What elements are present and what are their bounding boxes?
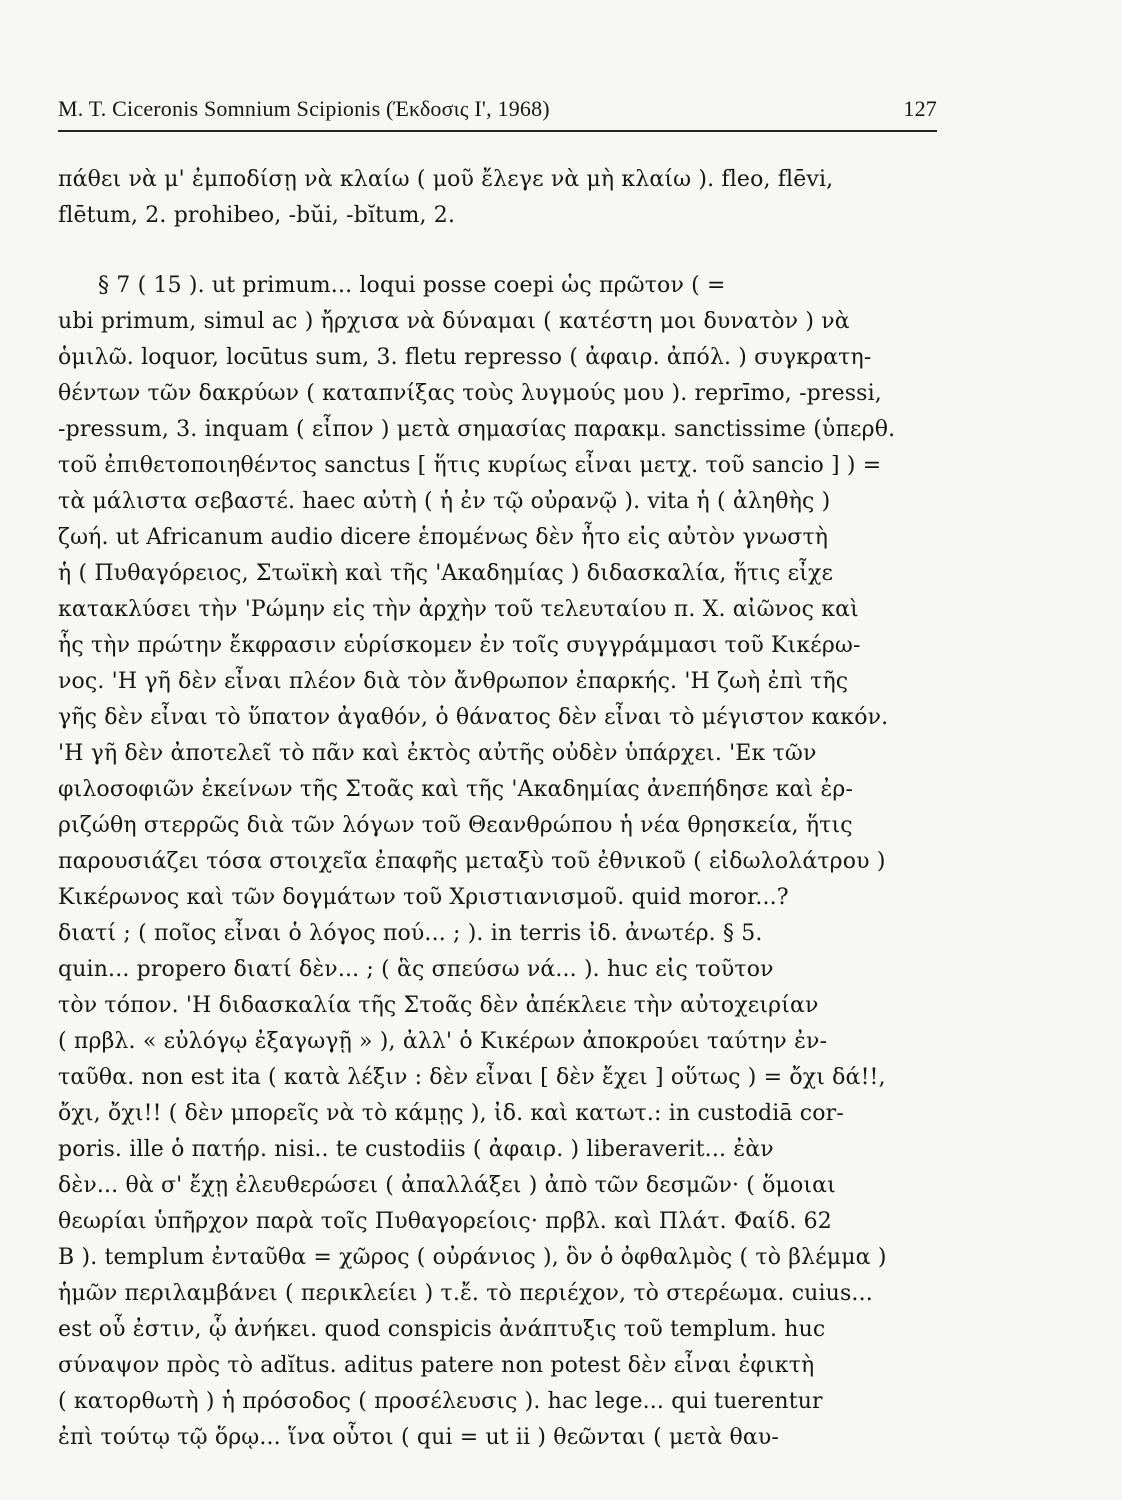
running-head [58,96,937,132]
text-line: 'Η γῆ δὲν ἀποτελεῖ τὸ πᾶν καὶ ἐκτὸς αὐτῆς οὐδὲν ὑπάρχει. 'Εκ τῶν [58,741,817,766]
text-line: ( πρβλ. « εὐλόγῳ ἐξαγωγῇ » ), ἀλλ' ὁ Κικέρων ἀποκρούει ταύτην ἐν- [58,1029,828,1054]
text-line: est οὗ ἐστιν, ᾧ ἀνήκει. quod conspicis ἀνάπτυξις τοῦ templum. huc [58,1317,826,1342]
text-line: τὸν τόπον. 'Η διδασκαλία τῆς Στοᾶς δὲν ἀπέκλειε τὴν αὐτοχειρίαν [58,993,819,1018]
section-heading-line: § 7 ( 15 ). ut primum... loqui posse coepi ὡς πρῶτον ( = [98,273,726,298]
text-line: ἐπὶ τούτῳ τῷ ὅρῳ... ἵνα οὗτοι ( qui = ut ii ) θεῶνται ( μετὰ θαυ- [58,1425,779,1450]
text-line: κατακλύσει τὴν 'Ρώμην εἰς τὴν ἀρχὴν τοῦ τελευταίου π. Χ. αἰῶνος καὶ [58,597,859,622]
text-line: διατί ; ( ποῖος εἶναι ὁ λόγος πού... ; ). in terris ἰδ. ἀνωτέρ. § 5. [58,921,763,946]
text-line: ταῦθα. non est ita ( κατὰ λέξιν : δὲν εἶναι [ δὲν ἔχει ] οὕτως ) = ὄχι δά!!, [58,1065,886,1090]
text-line: quin... propero διατί δὲν... ; ( ἃς σπεύσω νά... ). huc εἰς τοῦτον [58,957,774,982]
text-line: ριζώθη στερρῶς διὰ τῶν λόγων τοῦ Θεανθρώπου ἡ νέα θρησκεία, ἥτις [58,813,853,838]
text-line: poris. ille ὁ πατήρ. nisi.. te custodiis ( ἀφαιρ. ) liberaverit... ἐὰν [58,1137,774,1162]
text-line: ( κατορθωτὴ ) ἡ πρόσοδος ( προσέλευσις ). hac lege... qui tuerentur [58,1389,823,1414]
text-line: ubi primum, simul ac ) ἤρχισα νὰ δύναμαι ( κατέστη μοι δυνατὸν ) νὰ [58,309,850,334]
text-line: ἡμῶν περιλαμβάνει ( περικλείει ) τ.ἔ. τὸ περιέχον, τὸ στερέωμα. cuius... [58,1281,873,1306]
text-line: ζωή. ut Africanum audio dicere ἑπομένως δὲν ἦτο εἰς αὐτὸν γνωστὴ [58,525,829,550]
text-line: φιλοσοφιῶν ἐκείνων τῆς Στοᾶς καὶ τῆς 'Ακαδημίας ἀνεπήδησε καὶ ἐρ- [58,777,854,802]
text-line: τοῦ ἐπιθετοποιηθέντος sanctus [ ἥτις κυρίως εἶναι μετχ. τοῦ sancio ] ) = [58,453,882,478]
text-line: θεωρίαι ὑπῆρχον παρὰ τοῖς Πυθαγορείοις· πρβλ. καὶ Πλάτ. Φαίδ. 62 [58,1209,832,1234]
text-line: δὲν... θὰ σ' ἔχῃ ἐλευθερώσει ( ἀπαλλάξει ) ἀπὸ τῶν δεσμῶν· ( ὅμοιαι [58,1173,836,1198]
text-line: πάθει νὰ μ' ἐμποδίσῃ νὰ κλαίω ( μοῦ ἔλεγε νὰ μὴ κλαίω ). fleo, flēvi, [58,167,834,192]
text-line: flētum, 2. prohibeo, -bŭi, -bĭtum, 2. [58,203,456,228]
text-line: ἡ ( Πυθαγόρειος, Στωϊκὴ καὶ τῆς 'Ακαδημίας ) διδασκαλία, ἥτις εἶχε [58,561,834,586]
text-line: Β ). templum ἐνταῦθα = χῶρος ( οὐράνιος ), ὃν ὁ ὀφθαλμὸς ( τὸ βλέμμα ) [58,1245,887,1270]
text-line: νος. 'Η γῆ δὲν εἶναι πλέον διὰ τὸν ἄνθρωπον ἐπαρκής. 'Η ζωὴ ἐπὶ τῆς [58,669,849,694]
text-line: -pressum, 3. inquam ( εἶπον ) μετὰ σημασίας παρακμ. sanctissime (ὑπερθ. [58,417,896,442]
text-line: θέντων τῶν δακρύων ( καταπνίξας τοὺς λυγμούς μου ). reprīmo, -pressi, [58,381,882,406]
text-line: ὁμιλῶ. loquor, locūtus sum, 3. fletu represso ( ἀφαιρ. ἀπόλ. ) συγκρατη- [58,345,872,370]
text-line: γῆς δὲν εἶναι τὸ ὕπατον ἀγαθόν, ὁ θάνατος δὲν εἶναι τὸ μέγιστον κακόν. [58,705,889,730]
text-line: σύναψον πρὸς τὸ adĭtus. aditus patere non potest δὲν εἶναι ἐφικτὴ [58,1353,815,1378]
commentary-text [58,162,936,1456]
text-line: ὄχι, ὄχι!! ( δὲν μπορεῖς νὰ τὸ κάμῃς ), ἰδ. καὶ κατωτ.: in custodiā cor- [58,1101,844,1126]
text-line: ἧς τὴν πρώτην ἔκφρασιν εὑρίσκομεν ἐν τοῖς συγγράμμασι τοῦ Κικέρω- [58,633,861,658]
page-number: 127 [903,96,937,121]
text-line: παρουσιάζει τόσα στοιχεῖα ἐπαφῆς μεταξὺ τοῦ ἐθνικοῦ ( εἰδωλολάτρου ) [58,849,886,874]
running-title: M. T. Ciceronis Somnium Scipionis (Έκδοσις Ι', 1968) [58,96,550,121]
text-line: τὰ μάλιστα σεβαστέ. haec αὐτὴ ( ἡ ἐν τῷ οὐρανῷ ). vita ἡ ( ἀληθὴς ) [58,489,831,514]
text-line: Κικέρωνος καὶ τῶν δογμάτων τοῦ Χριστιανισμοῦ. quid moror...? [58,885,789,910]
